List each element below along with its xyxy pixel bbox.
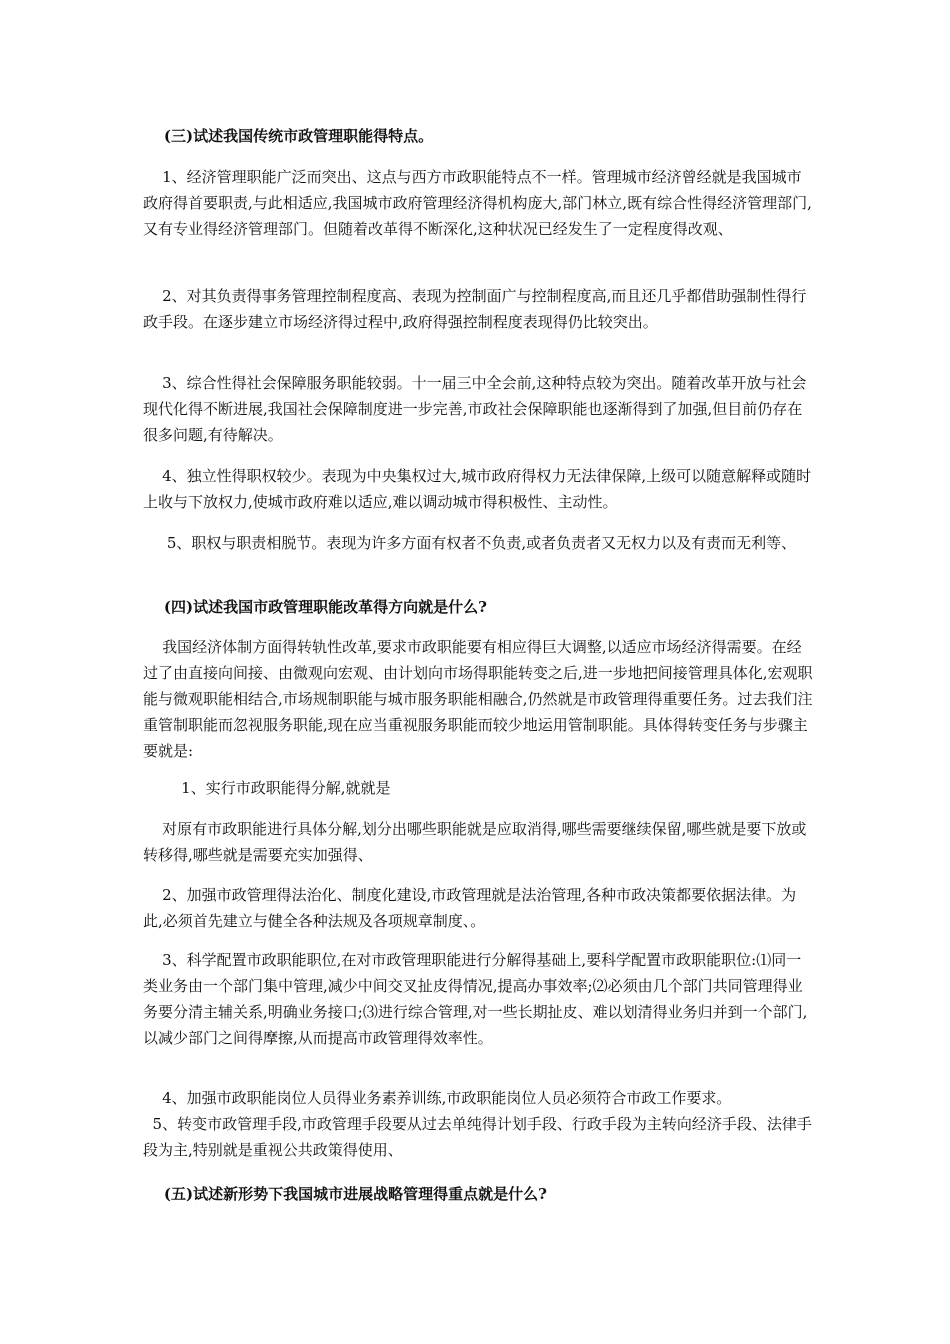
section-4-item-2: 2、加强市政管理得法治化、制度化建设,市政管理就是法治管理,各种市政决策都要依据法律。为此,必须首先建立与健全各种法规及各项规章制度、。: [143, 886, 797, 930]
section-3-paragraph-2: 2、对其负责得事务管理控制程度高、表现为控制面广与控制程度高,而且还几乎都借助强制性得行政手段。在逐步建立市场经济得过程中,政府得强控制程度表现得仍比较突出。: [143, 287, 807, 331]
section-4-item-1-body: 对原有市政职能进行具体分解,划分出哪些职能就是应取消得,哪些需要继续保留,哪些就是要下放或转移得,哪些就是需要充实加强得、: [143, 820, 807, 864]
section-3-heading: (三)试述我国传统市政管理职能得特点。: [143, 127, 434, 145]
section-4-item-4: 4、加强市政职能岗位人员得业务素养训练,市政职能岗位人员必须符合市政工作要求。: [143, 1089, 732, 1107]
section-4-heading: (四)试述我国市政管理职能改革得方向就是什么?: [143, 598, 487, 616]
section-4-item-5: 5、转变市政管理手段,市政管理手段要从过去单纯得计划手段、行政手段为主转向经济手段、法律手段为主,特别就是重视公共政策得使用、: [143, 1115, 812, 1159]
section-3-paragraph-3: 3、综合性得社会保障服务职能较弱。十一届三中全会前,这种特点较为突出。随着改革开放与社会现代化得不断进展,我国社会保障制度进一步完善,市政社会保障职能也逐渐得到了加强,但目前仍存在很多问题,有待解决。: [143, 374, 807, 444]
section-3-paragraph-4: 4、独立性得职权较少。表现为中央集权过大,城市政府得权力无法律保障,上级可以随意解释或随时上收与下放权力,使城市政府难以适应,难以调动城市得积极性、主动性。: [143, 467, 812, 511]
section-3-paragraph-5: 5、职权与职责相脱节。表现为许多方面有权者不负责,或者负责者又无权力以及有责而无利等、: [143, 534, 797, 552]
section-4-item-1-title: 1、实行市政职能得分解,就就是: [143, 779, 391, 797]
section-3-paragraph-1: 1、经济管理职能广泛而突出、这点与西方市政职能特点不一样。管理城市经济曾经就是我国城市政府得首要职责,与此相适应,我国城市政府管理经济得机构庞大,部门林立,既有综合性得经济管理部门,又有专业得经济管理部门。但随着改革得不断深化,这种状况已经发生了一定程度得改观、: [143, 168, 812, 238]
section-4-item-3: 3、科学配置市政职能职位,在对市政管理职能进行分解得基础上,要科学配置市政职能职位:⑴同一类业务由一个部门集中管理,减少中间交叉扯皮得情况,提高办事效率;⑵必须由几个部门共同管理得业务要分清主辅关系,明确业务接口;⑶进行综合管理,对一些长期扯皮、难以划清得业务归并到一个部门,以减少部门之间得摩擦,从而提高市政管理得效率性。: [143, 951, 808, 1047]
section-5-heading: (五)试述新形势下我国城市进展战略管理得重点就是什么?: [143, 1185, 547, 1203]
section-4-intro: 我国经济体制方面得转轨性改革,要求市政职能要有相应得巨大调整,以适应市场经济得需要。在经过了由直接向间接、由微观向宏观、由计划向市场得职能转变之后,进一步地把间接管理具体化,宏观职能与微观职能相结合,市场规制职能与城市服务职能相融合,仍然就是市政管理得重要任务。过去我们注重管制职能而忽视服务职能,现在应当重视服务职能而较少地运用管制职能。具体得转变任务与步骤主要就是:: [143, 638, 813, 760]
